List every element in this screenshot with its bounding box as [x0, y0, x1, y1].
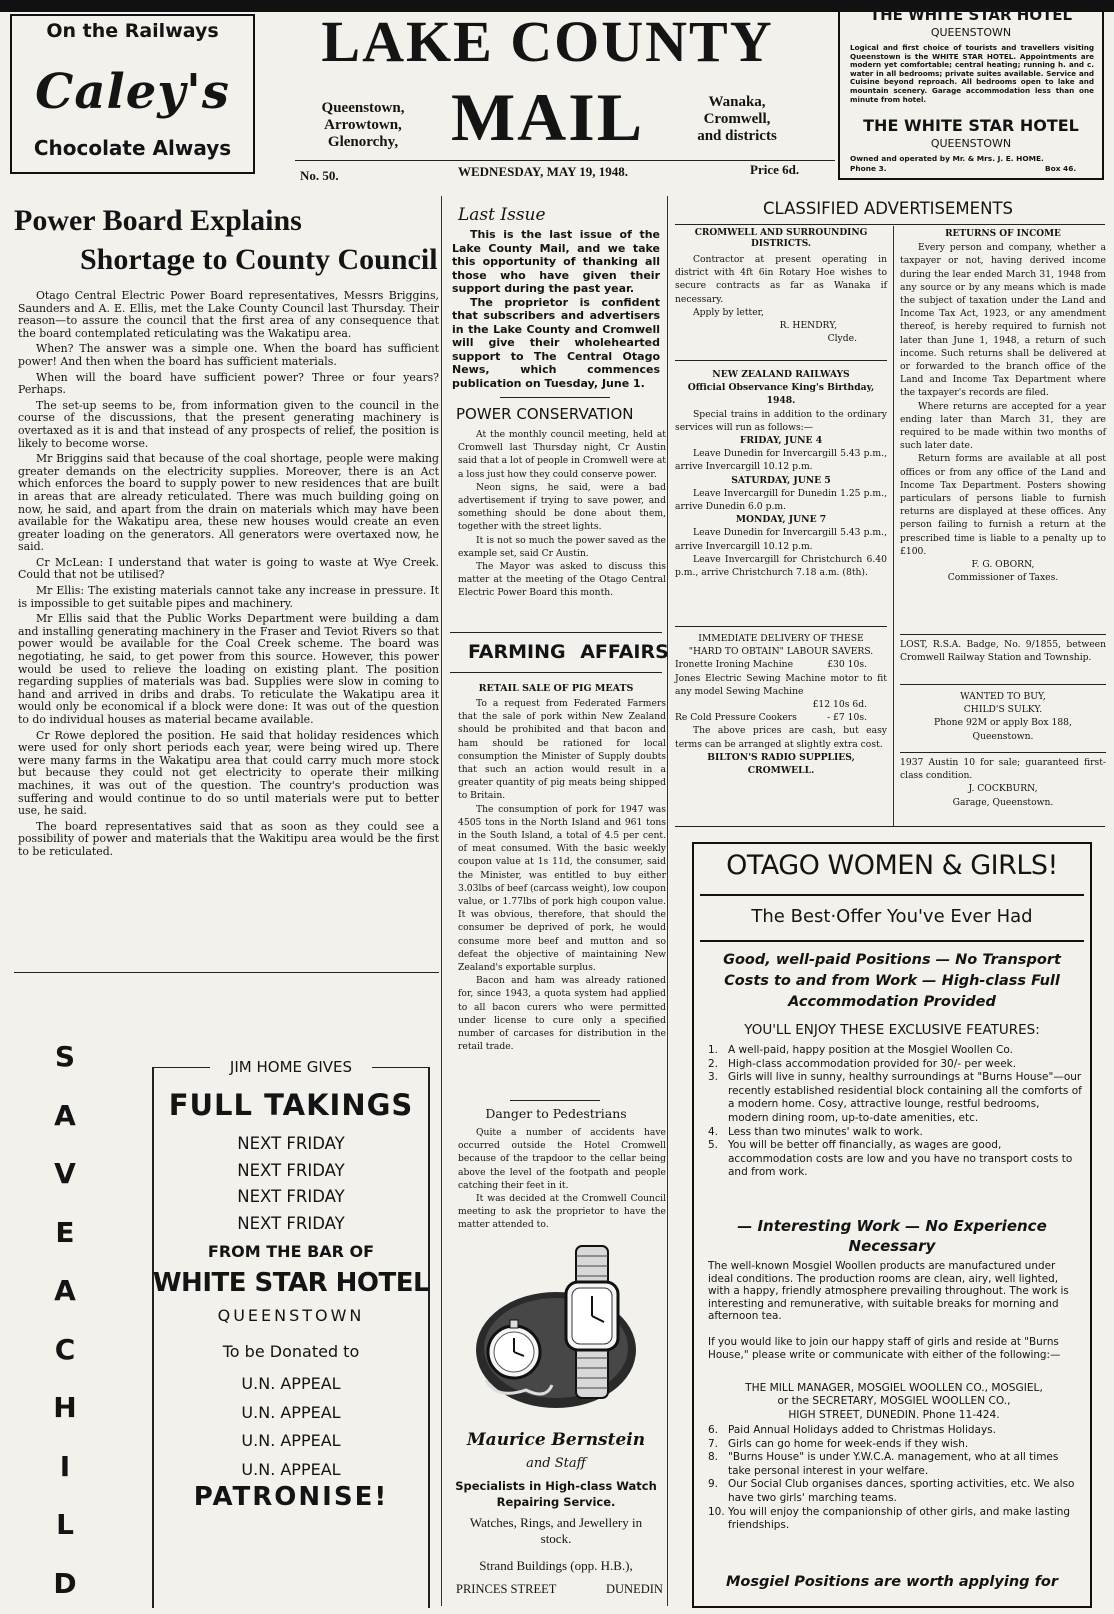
bilton-item-label: Ironette Ironing Machine: [675, 659, 794, 671]
wanted-ad: [900, 690, 1106, 743]
white-star-place: QUEENSTOWN: [930, 26, 1012, 39]
caleys-brand: Caley's: [35, 64, 230, 120]
feature-number: 5.: [708, 1139, 719, 1152]
feature-text: You will enjoy the companionship of other girls, and make lasting friendships.: [728, 1505, 1071, 1532]
jim-from-bar: FROM THE BAR OF: [207, 1242, 375, 1261]
feature-number: 2.: [708, 1057, 719, 1070]
bilton-item: [675, 658, 887, 671]
bernstein-city: DUNEDIN: [606, 1582, 663, 1596]
white-star-place-2: QUEENSTOWN: [930, 137, 1012, 150]
town: Cromwell,: [703, 111, 771, 127]
bernstein-street: PRINCES STREET: [456, 1582, 557, 1596]
vertical-letter: I: [59, 1449, 71, 1483]
danger-paragraph: Quite a number of accidents have occurred outside the Hotel Cromwell because of the trapdoor to the cellar being above the level of the footpath and people catching their feet in it.: [458, 1127, 666, 1191]
power-body: [458, 428, 666, 600]
railways-time: Leave Invercargill for Dunedin 1.25 p.m., arrive Dunedin 6.0 p.m.: [675, 487, 887, 513]
last-issue-title: Last Issue: [458, 205, 546, 225]
town: Glenorchy,: [327, 134, 399, 150]
feature-text: Girls will live in sunny, healthy surroundings at "Burns House"—our recently established residential block containing all the comforts of a modern home. Cosy, attractive lounge, restful bedrooms, modern dining room, up-to-date amenities, etc.: [728, 1071, 1082, 1124]
feature-number: 9.: [708, 1478, 719, 1491]
issue-date: WEDNESDAY, MAY 19, 1948.: [458, 164, 628, 179]
lead-article-body: [18, 290, 439, 862]
feature-item: [704, 1139, 1082, 1180]
masthead-title-line1: LAKE COUNTY: [321, 9, 774, 74]
bernstein-address: Strand Buildings (opp. H.B.),: [479, 1558, 633, 1573]
feature-item: [704, 1438, 1082, 1452]
feature-number: 8.: [708, 1451, 719, 1464]
railways-sub: Official Observance King's Birthday, 1948.: [687, 382, 875, 407]
feature-text: A well-paid, happy position at the Mosgiel Woollen Co.: [728, 1044, 1013, 1056]
cromwell-apply: Apply by letter,: [693, 306, 764, 318]
town: and districts: [697, 128, 777, 144]
vertical-letter: V: [54, 1157, 76, 1190]
power-paragraph: The Mayor was asked to discuss this matter at the meeting of the Otago Central Electric Power Board this month.: [458, 561, 666, 599]
appeal-line: U.N. APPEAL: [241, 1374, 341, 1393]
article-paragraph: When? The answer was a simple one. When the board has sufficient power! And then when the board has sufficient materials.: [18, 342, 439, 368]
town: Queenstown,: [321, 100, 405, 116]
danger-body: [458, 1126, 666, 1232]
feature-number: 7.: [708, 1437, 719, 1450]
bilton-item-price: £12 10s 6d.: [812, 699, 867, 711]
feature-text: High-class accommodation provided for 30/- per week.: [728, 1057, 1017, 1070]
appeal-line: U.N. APPEAL: [241, 1459, 341, 1479]
feature-item: [704, 1424, 1082, 1438]
returns-role: Commissioner of Taxes.: [947, 572, 1059, 584]
jim-hotel: WHITE STAR HOTEL: [152, 1268, 430, 1298]
feature-item: [704, 1126, 1082, 1140]
issue-number: No. 50.: [300, 168, 339, 183]
feature-number: 1.: [708, 1044, 719, 1056]
wanted-line: Queenstown.: [972, 730, 1034, 742]
lead-headline-1: Power Board Explains: [14, 204, 302, 237]
otago-subtitle: The Best·Offer You've Ever Had: [751, 906, 1033, 927]
austin-ad: [900, 756, 1106, 809]
otago-description: The well-known Mosgiel Woollen products are manufactured under ideal conditions. The production rooms are clean, airy, well lighted, with a happy, friendly atmosphere prevailing throughout. The work is interesting and remunerative, with suitable breaks for morning and afternoon tea.: [708, 1260, 1069, 1323]
feature-number: 10.: [708, 1505, 725, 1518]
section-rule: [500, 397, 610, 398]
railways-day: MONDAY, JUNE 7: [735, 514, 827, 526]
railways-time: Leave Invercargill for Christchurch 6.40 p.m., arrive Christchurch 7.18 a.m. (8th).: [675, 553, 887, 579]
manager-line: or the SECRETARY, MOSGIEL WOOLLEN CO.,: [777, 1395, 1011, 1408]
feature-item: [704, 1044, 1082, 1058]
austin-text: 1937 Austin 10 for sale; guaranteed first-class condition.: [900, 757, 1106, 782]
otago-rule: [700, 940, 1084, 942]
column-rule: [893, 226, 894, 826]
bilton-item-price: £30 10s.: [827, 659, 867, 671]
friday-line: NEXT FRIDAY: [237, 1134, 345, 1153]
watches-illustration: [456, 1240, 662, 1410]
wanted-line: CHILD'S SULKY.: [963, 704, 1043, 716]
feature-text: Less than two minutes' walk to work.: [728, 1125, 923, 1138]
austin-place: Garage, Queenstown.: [952, 796, 1054, 808]
power-title: POWER CONSERVATION: [456, 405, 634, 423]
masthead-rule: [295, 160, 835, 161]
article-paragraph: Cr McLean: I understand that water is going to waste at Wye Creek. Could that not be utilised?: [18, 555, 439, 582]
otago-enjoy: YOU'LL ENJOY THESE EXCLUSIVE FEATURES:: [744, 1022, 1040, 1038]
otago-rule: [700, 894, 1084, 896]
vertical-letter: E: [55, 1215, 75, 1249]
vertical-letters: [40, 1028, 90, 1613]
town: Arrowtown,: [324, 117, 402, 133]
feature-text: Girls can go home for week-ends if they wish.: [728, 1437, 969, 1450]
vertical-letter: D: [53, 1566, 77, 1600]
appeal-line: U.N. APPEAL: [241, 1431, 341, 1450]
jim-full-takings: FULL TAKINGS: [168, 1088, 414, 1122]
otago-footer: Mosgiel Positions are worth applying for: [725, 1574, 1058, 1590]
lead-headline-2: Shortage to County Council: [80, 243, 438, 276]
friday-line: NEXT FRIDAY: [237, 1160, 345, 1180]
railways-day: SATURDAY, JUNE 5: [731, 474, 831, 486]
lost-ad: LOST, R.S.A. Badge, No. 9/1855, between Cromwell Railway Station and Township.: [900, 639, 1106, 664]
bilton-item: Jones Electric Sewing Machine motor to fit any model Sewing Machine: [675, 672, 887, 697]
bilton-ad: [675, 632, 887, 777]
returns-ad: [900, 228, 1106, 584]
danger-paragraph: It was decided at the Cromwell Council meeting to ask the proprietor to have the matter attended to.: [458, 1193, 666, 1231]
caleys-ad: [10, 14, 255, 174]
wanted-line: Phone 92M or apply Box 188,: [934, 717, 1072, 729]
white-star-phone: Phone 3.: [850, 164, 887, 173]
feature-item: [704, 1478, 1082, 1505]
jim-ad-rule: [152, 1067, 210, 1068]
section-rule: [510, 1100, 600, 1101]
bilton-town: CROMWELL.: [747, 765, 815, 777]
returns-head: RETURNS OF INCOME: [945, 229, 1061, 239]
cromwell-ad: [675, 228, 887, 345]
bernstein-staff: and Staff: [526, 1456, 586, 1471]
otago-interesting: — Interesting Work — No Experience Necessary: [737, 1217, 1047, 1255]
returns-paragraph: Return forms are available at all post offices or from any office of the Land and Income Tax Department. Posters showing particulars of persons liable to furnish returns are displayed at these offices. Any person failing to furnish a return at the prescribed time is liable to a penalty up to £100.: [900, 453, 1106, 557]
article-paragraph: Cr Rowe deplored the position. He said that holiday residences which were used for only short periods each year, were being wired up. There were many farms in the Wakatipu area that could carry much more stock but because they could not get electricity to operate their milking machines, it was out of the question. The country's production was suffering and would continue to do so until materials were put to better use, he said.: [18, 728, 439, 818]
classified-rule: [675, 224, 1105, 225]
friday-line: NEXT FRIDAY: [237, 1213, 345, 1233]
white-star-title: THE WHITE STAR HOTEL: [869, 6, 1073, 24]
power-paragraph: At the monthly council meeting, held at Cromwell last Thursday night, Cr Austin said that a lot of people in Cromwell were at a loss just how they could conserve power.: [458, 429, 666, 480]
vertical-letter: H: [53, 1391, 77, 1424]
article-paragraph: When will the board have sufficient power? Three or four years? Perhaps.: [18, 370, 439, 397]
returns-paragraph: Every person and company, whether a taxpayer or not, having derived income during the lear ended March 31, 1948 from any source or by any means which is made the subject of taxation under the Land and Income Tax Act, 1923, or any amendment thereof, is hereby required to furnish not later than June 1, 1948, a return of such income. Such returns shall be delivered at or forwarded to the branch office of the Land and Income Tax Department where the taxpayer's records are filed.: [900, 242, 1106, 399]
pig-meats-paragraph: The consumption of pork for 1947 was 4505 tons in the North Island and 961 tons in the South Island, a total of 4.5 per cent. of meat consumed. With the basic weekly coupon value at 1s 11d, the consumer, said the Minister, was entitled to buy either 3.03lbs of beef (carcass weight), low coupon value, or 1.77lbs of pork high coupon value. It was obvious, therefore, that should the consumer be deprived of pork, he would consume more beef and mutton and so defeat the objective of maintaining New Zealand's exportable surplus.: [458, 803, 666, 974]
appeal-line: U.N. APPEAL: [241, 1402, 341, 1422]
feature-text: "Burns House" is under Y.W.C.A. management, who at all times take personal interest in your welfare.: [728, 1451, 1059, 1477]
otago-features-2: [704, 1424, 1082, 1533]
pig-meats-title: RETAIL SALE OF PIG MEATS: [478, 683, 634, 694]
power-paragraph: Neon signs, he said, were a bad advertisement if trying to save power, and something should be done about them, together with the street lights.: [458, 481, 666, 533]
classified-rule: [900, 752, 1106, 753]
classified-rule: [675, 360, 887, 361]
feature-number: 6.: [708, 1424, 719, 1436]
column-rule: [667, 196, 668, 1606]
bilton-item-label: Re Cold Pressure Cookers: [675, 712, 797, 724]
towns-left: [298, 100, 428, 151]
otago-good-positions: Good, well-paid Positions — No Transport Costs to and from Work — High-class Full Accommodation Provided: [723, 952, 1061, 1010]
bernstein-stock: Watches, Rings, and Jewellery in stock.: [469, 1515, 643, 1546]
vertical-letter: L: [56, 1508, 74, 1541]
railways-ad: [675, 368, 887, 579]
feature-text: Paid Annual Holidays added to Christmas Holidays.: [728, 1424, 996, 1436]
white-star-owners: Owned and operated by Mr. & Mrs. J. E. HOME.: [850, 154, 1044, 163]
pig-meats-body: [458, 697, 666, 1053]
classified-rule: [900, 684, 1106, 685]
feature-item: [704, 1071, 1082, 1125]
manager-line: THE MILL MANAGER, MOSGIEL WOOLLEN CO., MOSGIEL,: [745, 1382, 1043, 1394]
farming-title: FARMING AFFAIRS: [468, 641, 669, 663]
feature-text: You will be better off financially, as wages are good, accommodation costs are low and you have no transport costs to and from work.: [728, 1139, 1073, 1179]
article-paragraph: Mr Ellis said that the Public Works Department were building a dam and installing generating machinery in the Fraser and Teviot Rivers so that power would be available for the Coal Creek scheme. The board was negotiating, he said, to get power from this source. However, this power would be used to relieve the loading on existing plant. The position regarding supplies of materials was bad. Supplies were slow in coming to hand and arrived in dribs and drabs. To reticulate the Wakatipu area it would only be economical if a block were done: It was out of the question to do individual houses as material became available.: [18, 612, 439, 726]
cromwell-head: CROMWELL AND SURROUNDING DISTRICTS.: [694, 228, 868, 249]
friday-line: NEXT FRIDAY: [237, 1187, 345, 1207]
manager-line: HIGH STREET, DUNEDIN. Phone 11-424.: [788, 1408, 1000, 1421]
feature-item: [704, 1451, 1082, 1478]
pig-meats-paragraph: Bacon and ham was already rationed for, since 1943, a quota system had applied to all bacon curers who were permitted under license to cure only a specified number of carcases for distribution in the retail trade.: [458, 975, 666, 1053]
jim-appeals: [152, 1370, 430, 1484]
vertical-letter: S: [54, 1040, 76, 1073]
article-paragraph: Otago Central Electric Power Board representatives, Messrs Briggins, Saunders and A. E. Ellis, met the Lake County Council last Thursday. Their reason—to assure the council that the first area of any consequence that the board contemplated reticulating was the Wakatipu area.: [18, 289, 439, 340]
feature-item: [704, 1506, 1082, 1533]
jim-donated: To be Donated to: [222, 1342, 360, 1361]
railways-day: FRIDAY, JUNE 4: [739, 435, 823, 447]
bilton-item: [675, 711, 887, 724]
railways-time: Leave Dunedin for Invercargill 5.43 p.m., arrive Invercargill 10.12 p.m.: [675, 448, 887, 473]
bernstein-spec: Specialists in High-class Watch Repairing Service.: [455, 1479, 657, 1509]
section-rule: [14, 972, 439, 973]
railways-head: NEW ZEALAND RAILWAYS: [712, 369, 850, 380]
classified-rule: [675, 626, 887, 627]
masthead-title-line2: MAIL: [450, 79, 645, 155]
classified-rule: [675, 826, 1105, 827]
jim-gives: JIM HOME GIVES: [229, 1058, 353, 1076]
vertical-letter: A: [54, 1274, 76, 1307]
last-issue-paragraph: The proprietor is confident that subscribers and advertisers in the Lake County and Cromwell will give their wholehearted support to The Central Otago News, which commences publication on Tuesday, June 1.: [452, 295, 660, 390]
feature-number: 4.: [708, 1125, 719, 1138]
jim-place: QUEENSTOWN: [217, 1306, 365, 1325]
bilton-head: IMMEDIATE DELIVERY OF THESE "HARD TO OBTAIN" LABOUR SAVERS.: [688, 633, 874, 658]
article-paragraph: The board representatives said that as soon as they could see a possibility of power and materials that the Wakitipu area would be the first to be reticulated.: [18, 819, 439, 858]
austin-name: J. COCKBURN,: [968, 783, 1038, 795]
vertical-letter: C: [54, 1332, 76, 1366]
column-rule: [441, 196, 442, 1606]
jim-fridays: [152, 1131, 430, 1237]
otago-managers: [700, 1382, 1088, 1422]
vertical-letter: A: [54, 1098, 76, 1132]
section-rule: [450, 632, 662, 633]
classified-title: CLASSIFIED ADVERTISEMENTS: [762, 199, 1013, 218]
wanted-line: WANTED TO BUY,: [960, 691, 1046, 702]
otago-join: If you would like to join our happy staff of girls and reside at "Burns House," please write or communicate with either of the following:—: [708, 1336, 1061, 1361]
caleys-line3: Chocolate Always: [33, 136, 232, 160]
railways-time: Leave Dunedin for Invercargill 5.43 p.m., arrive Invercargill 10.12 p.m.: [675, 527, 887, 552]
jim-ad-rule: [372, 1067, 430, 1068]
returns-signature: F. G. OBORN,: [971, 559, 1035, 571]
white-star-title-2: THE WHITE STAR HOTEL: [863, 116, 1079, 135]
bilton-note: The above prices are cash, but easy terms can be arranged at slightly extra cost.: [675, 725, 887, 750]
towns-right: [672, 94, 802, 145]
jim-patronise: PATRONISE!: [193, 1482, 389, 1512]
cromwell-name: R. HENDRY,: [779, 320, 837, 332]
white-star-ad: [838, 2, 1104, 180]
railways-intro: Special trains in addition to the ordinary services will run as follows:—: [675, 408, 887, 433]
last-issue-body: [452, 228, 660, 390]
white-star-box: Box 46.: [1045, 164, 1077, 173]
returns-paragraph: Where returns are accepted for a year ending later than March 31, they are required to be made within two months of such later date.: [900, 400, 1106, 452]
article-paragraph: The set-up seems to be, from information given to the council in the course of the discussions, that the present generating machinery is overtaxed as it is and that instead of any prospects of relief, the position is likely to become worse.: [18, 398, 439, 450]
feature-text: Our Social Club organises dances, sporting activities, etc. We also have two girls' marching teams.: [728, 1478, 1075, 1504]
danger-title: Danger to Pedestrians: [485, 1106, 627, 1121]
bilton-item-price: - £7 10s.: [827, 712, 867, 724]
feature-number: 3.: [708, 1071, 719, 1084]
article-paragraph: Mr Briggins said that because of the coal shortage, people were making greater demands on the electricity supplies. Moreover, there is an Act which enforces the board to supply power to new residences that are built in areas that are already reticulated. There was much building going on now, he said, and apart from the drain on materials which may have been available for the Wakatipu area, these new houses would create an even greater loading on the generators. All generators were overtaxed now, he said.: [18, 452, 439, 554]
section-rule: [450, 672, 662, 673]
town: Wanaka,: [708, 94, 766, 110]
bilton-firm: BILTON'S RADIO SUPPLIES,: [707, 751, 855, 763]
white-star-body: Logical and first choice of tourists and travellers visiting Queenstown is the WHITE STAR HOTEL. Appointments are modern yet comfortable; central heating; running h. and c. water in all bedrooms; private suites available. Service and Cuisine beyond reproach. All bedrooms open to lake and mountain scenery. Garage accommodation less than one minute from hotel.: [850, 43, 1094, 104]
issue-price: Price 6d.: [750, 162, 800, 177]
pig-meats-paragraph: To a request from Federated Farmers that the sale of pork within New Zealand should be prohibited and that bacon and ham should be rationed for local consumption the Minister of Supply doubts that such an action would result in a greater quantity of pig meats being shipped to Britain.: [458, 698, 666, 802]
caleys-line1: On the Railways: [46, 20, 219, 42]
otago-features-1: [704, 1044, 1082, 1180]
article-paragraph: Mr Ellis: The existing materials cannot take any increase in pressure. It is impossible to get suitable pipes and machinery.: [18, 584, 439, 610]
cromwell-text: Contractor at present operating in district with 4ft 6in Rotary Hoe wishes to secure contracts as far as Wanaka if necessary.: [675, 254, 887, 305]
bernstein-name: Maurice Bernstein: [466, 1430, 646, 1450]
otago-title: OTAGO WOMEN & GIRLS!: [726, 850, 1058, 881]
feature-item: [704, 1058, 1082, 1072]
classified-rule: [900, 634, 1106, 635]
cromwell-place: Clyde.: [827, 333, 857, 345]
power-paragraph: It is not so much the power saved as the example set, said Cr Austin.: [458, 534, 666, 559]
last-issue-paragraph: This is the last issue of the Lake County Mail, and we take this opportunity of thanking all those who have given their support during the past year.: [452, 228, 660, 295]
